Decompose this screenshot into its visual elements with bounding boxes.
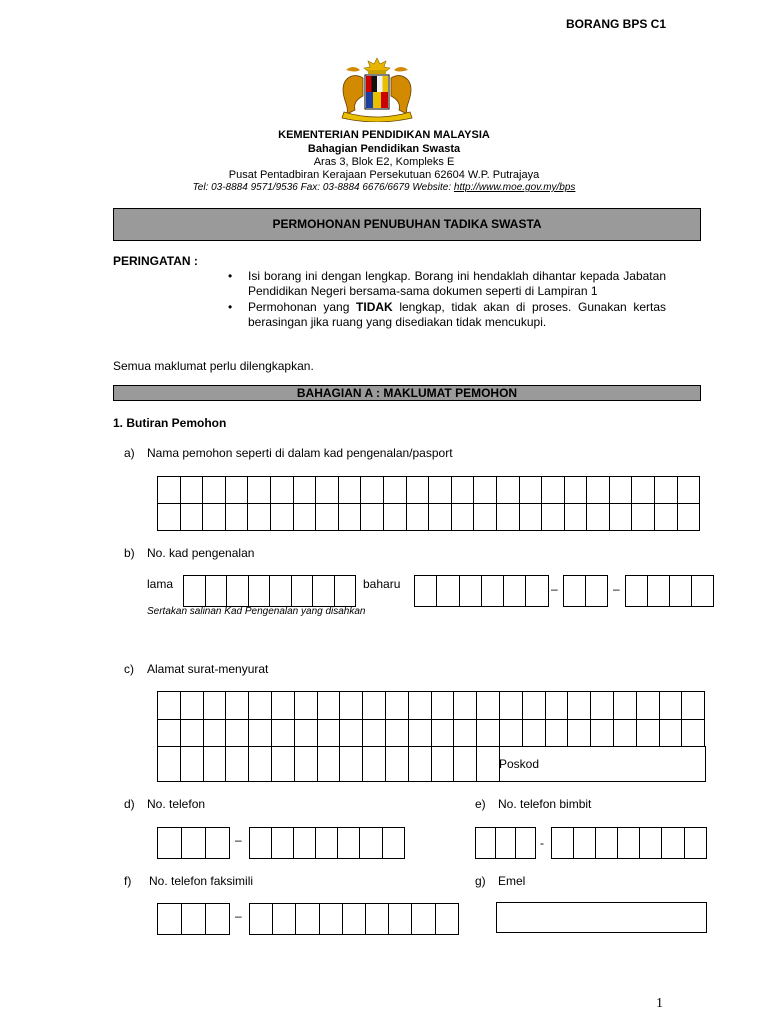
warning-label: PERINGATAN : [113,254,198,268]
old-ic-boxes[interactable] [183,575,356,607]
input-box[interactable] [226,692,249,720]
input-box[interactable] [226,504,249,531]
input-box[interactable] [184,576,206,607]
input-box[interactable] [454,720,477,747]
input-box[interactable] [158,477,181,504]
input-box[interactable] [409,692,432,720]
input-box[interactable] [338,828,360,859]
input-box[interactable] [158,692,181,720]
input-box[interactable] [158,504,181,531]
completion-note: Semua maklumat perlu dilengkapkan. [113,359,314,373]
old-ic-label: lama [147,577,174,591]
input-box[interactable] [363,746,386,782]
input-box[interactable] [386,692,409,720]
input-box[interactable] [158,828,182,859]
input-box[interactable] [250,904,273,935]
input-box[interactable] [610,504,633,531]
input-box[interactable] [496,828,516,859]
input-box[interactable] [591,692,614,720]
input-box[interactable] [158,720,181,747]
input-box[interactable] [610,477,633,504]
input-box[interactable] [389,904,412,935]
input-box[interactable] [313,576,335,607]
input-box[interactable] [568,720,591,747]
question-1-title: 1. Butiran Pemohon [113,416,227,430]
input-box[interactable] [482,576,504,607]
input-box[interactable] [670,576,692,607]
input-box[interactable] [542,477,565,504]
input-box[interactable] [614,720,637,747]
input-box[interactable] [343,904,366,935]
input-box[interactable] [340,746,363,782]
input-box[interactable] [432,692,455,720]
input-box[interactable] [520,477,543,504]
qc-label: Alamat surat-menyurat [147,662,269,676]
postcode-label: Poskod [499,757,540,771]
input-box[interactable] [226,477,249,504]
phone-area-boxes[interactable] [157,827,230,859]
input-box[interactable] [294,477,317,504]
warning-text-2 [248,300,666,330]
input-box[interactable] [685,828,707,859]
input-box[interactable] [295,746,318,782]
input-box[interactable] [335,576,357,607]
input-box[interactable] [181,504,204,531]
input-box[interactable] [318,692,341,720]
input-box[interactable] [591,720,614,747]
input-box[interactable] [637,692,660,720]
input-box[interactable] [250,828,272,859]
input-box[interactable] [516,828,536,859]
new-ic-dash-2: – [613,582,620,596]
input-box[interactable] [500,720,523,747]
qe-label: No. telefon bimbit [498,797,592,811]
input-box[interactable] [272,720,295,747]
input-box[interactable] [295,692,318,720]
coat-of-arms-logo [338,56,416,122]
input-box[interactable] [454,692,477,720]
input-box[interactable] [662,828,684,859]
input-box[interactable] [386,746,409,782]
input-box[interactable] [249,692,272,720]
input-box[interactable] [497,477,520,504]
contact-text: Tel: 03-8884 9571/9536 Fax: 03-8884 6676/6679 Website: [192,182,454,193]
input-box[interactable] [618,828,640,859]
input-box[interactable] [384,477,407,504]
input-box[interactable] [614,692,637,720]
new-ic-boxes-part3[interactable] [625,575,714,607]
input-box[interactable] [460,576,482,607]
input-box[interactable] [637,720,660,747]
input-box[interactable] [203,504,226,531]
input-box[interactable] [546,720,569,747]
input-box[interactable] [648,576,670,607]
input-box[interactable] [429,504,452,531]
input-box[interactable] [361,504,384,531]
input-box[interactable] [565,504,588,531]
input-box[interactable] [474,477,497,504]
input-box[interactable] [409,746,432,782]
input-box[interactable] [504,576,526,607]
input-box[interactable] [407,504,430,531]
input-box[interactable] [249,720,272,747]
input-box[interactable] [407,477,430,504]
qe-letter: e) [475,797,486,811]
input-box[interactable] [437,576,459,607]
website-link[interactable]: http://www.moe.gov.my/bps [453,182,576,193]
input-box[interactable] [316,828,338,859]
qg-letter: g) [475,874,486,888]
input-box[interactable] [206,828,230,859]
input-box[interactable] [587,504,610,531]
input-box[interactable] [500,692,523,720]
input-box[interactable] [412,904,435,935]
input-box[interactable] [640,828,662,859]
input-box[interactable] [182,904,206,935]
page-number: 1 [656,996,663,1011]
input-box[interactable] [272,828,294,859]
qd-letter: d) [124,797,135,811]
input-box[interactable] [203,477,226,504]
input-box[interactable] [316,504,339,531]
input-box[interactable] [477,746,500,782]
input-box[interactable] [181,477,204,504]
input-box[interactable] [452,504,475,531]
input-box[interactable] [523,692,546,720]
phone-number-boxes[interactable] [249,827,405,859]
address-row-3[interactable] [157,746,706,782]
input-box[interactable] [248,504,271,531]
phone-dash: – [235,833,242,847]
input-box[interactable] [520,504,543,531]
new-ic-boxes-part2[interactable] [563,575,608,607]
input-box[interactable] [454,746,477,782]
input-box[interactable] [552,828,574,859]
input-box[interactable] [660,692,683,720]
input-box[interactable] [296,904,319,935]
input-box[interactable] [206,576,228,607]
input-box[interactable] [204,746,227,782]
input-box[interactable] [292,576,314,607]
input-box[interactable] [626,576,648,607]
input-box[interactable] [526,576,548,607]
contact-line [0,182,768,193]
input-box[interactable] [477,720,500,747]
section-a-title: BAHAGIAN A : MAKLUMAT PEMOHON [113,385,701,401]
input-box[interactable] [452,477,475,504]
input-box[interactable] [249,576,271,607]
fax-number-boxes[interactable] [249,903,459,935]
input-box[interactable] [273,904,296,935]
input-box[interactable] [248,477,271,504]
division-name: Bahagian Pendidikan Swasta [307,143,461,155]
ministry-name: KEMENTERIAN PENDIDIKAN MALAYSIA [278,129,490,141]
input-box[interactable] [181,720,204,747]
input-box[interactable] [587,477,610,504]
input-box[interactable] [409,720,432,747]
input-box[interactable] [429,477,452,504]
input-box[interactable] [294,504,317,531]
input-box[interactable] [272,692,295,720]
input-box[interactable] [546,692,569,720]
input-box[interactable] [340,692,363,720]
input-box[interactable] [340,720,363,747]
mobile-number-boxes[interactable] [551,827,707,859]
new-ic-boxes-part1[interactable] [414,575,549,607]
input-box[interactable] [363,720,386,747]
form-code: BORANG BPS C1 [566,17,667,31]
bullet-1: • [228,269,233,283]
input-box[interactable] [249,746,272,782]
input-box[interactable] [271,504,294,531]
input-box[interactable] [227,576,249,607]
warning-text-2b: lengkap, tidak akan di proses. Gunakan kertas berasingan jika ruang yang disediakan tidak mencukupi. [248,300,667,329]
input-box[interactable] [339,504,362,531]
input-box[interactable] [476,828,496,859]
warning-text-2-bold: TIDAK [356,300,393,314]
input-box[interactable] [678,477,701,504]
input-box[interactable] [158,746,181,782]
input-box[interactable] [568,692,591,720]
input-box[interactable] [271,477,294,504]
input-box[interactable] [363,692,386,720]
input-box[interactable] [295,720,318,747]
input-box[interactable] [432,746,455,782]
qa-label: Nama pemohon seperti di dalam kad pengenalan/pasport [147,446,453,460]
input-box[interactable] [204,692,227,720]
input-box[interactable] [182,828,206,859]
input-box[interactable] [360,828,382,859]
name-boxes[interactable] [157,476,700,531]
input-box[interactable] [226,720,249,747]
input-box[interactable] [523,720,546,747]
mobile-dash: - [540,836,544,850]
qa-letter: a) [124,446,135,460]
input-box[interactable] [318,720,341,747]
new-ic-dash-1: – [551,582,558,596]
new-ic-label: baharu [363,577,401,591]
input-box[interactable] [632,477,655,504]
input-box[interactable] [660,720,683,747]
address-boxes[interactable] [157,691,705,747]
mobile-prefix-boxes[interactable] [475,827,536,859]
fax-area-boxes[interactable] [157,903,230,935]
input-box[interactable] [682,692,705,720]
input-box[interactable] [655,504,678,531]
warning-text-1: Isi borang ini dengan lengkap. Borang ini hendaklah dihantar kepada Jabatan Pendidikan Negeri bersama-sama dokumen seperti di Lampiran 1 [248,269,666,298]
qf-letter: f) [124,874,132,888]
input-box[interactable] [477,692,500,720]
input-box[interactable] [432,720,455,747]
input-box[interactable] [316,477,339,504]
input-box[interactable] [542,504,565,531]
input-box[interactable] [574,828,596,859]
input-box[interactable] [678,504,701,531]
input-box[interactable] [564,576,586,607]
input-box[interactable] [565,477,588,504]
address-line-2: Pusat Pentadbiran Kerajaan Persekutuan 62604 W.P. Putrajaya [228,169,540,181]
input-box[interactable] [339,477,362,504]
input-box[interactable] [181,692,204,720]
input-box[interactable] [206,904,230,935]
qb-letter: b) [124,546,135,560]
form-title: PERMOHONAN PENUBUHAN TADIKA SWASTA [113,208,701,241]
input-box[interactable] [436,904,459,935]
input-box[interactable] [586,576,608,607]
input-box[interactable] [318,746,341,782]
input-box[interactable] [181,746,204,782]
ic-copy-hint: Sertakan salinan Kad Pengenalan yang disahkan [147,606,366,617]
address-line-1: Aras 3, Blok E2, Kompleks E [313,156,455,168]
qb-label: No. kad pengenalan [147,546,255,560]
qf-label: No. telefon faksimili [149,874,254,888]
input-box[interactable] [294,828,316,859]
input-box[interactable] [415,576,437,607]
qg-label: Emel [498,874,526,888]
input-box[interactable] [366,904,389,935]
input-box[interactable] [632,504,655,531]
input-box[interactable] [361,477,384,504]
input-box[interactable] [204,720,227,747]
input-box[interactable] [692,576,714,607]
input-box[interactable] [383,828,405,859]
input-box[interactable] [158,904,182,935]
warning-text-2a: Permohonan yang [248,300,357,314]
input-box[interactable] [272,746,295,782]
input-box[interactable] [474,504,497,531]
qc-letter: c) [124,662,134,676]
input-box[interactable] [682,720,705,747]
input-box[interactable] [596,828,618,859]
input-box[interactable] [384,504,407,531]
bullet-2: • [228,300,233,314]
input-box[interactable] [270,576,292,607]
input-box[interactable] [386,720,409,747]
input-box[interactable] [226,746,249,782]
input-box[interactable] [320,904,343,935]
email-field[interactable] [496,902,707,933]
fax-dash: – [235,909,242,923]
input-box[interactable] [497,504,520,531]
input-box[interactable] [655,477,678,504]
qd-label: No. telefon [147,797,206,811]
